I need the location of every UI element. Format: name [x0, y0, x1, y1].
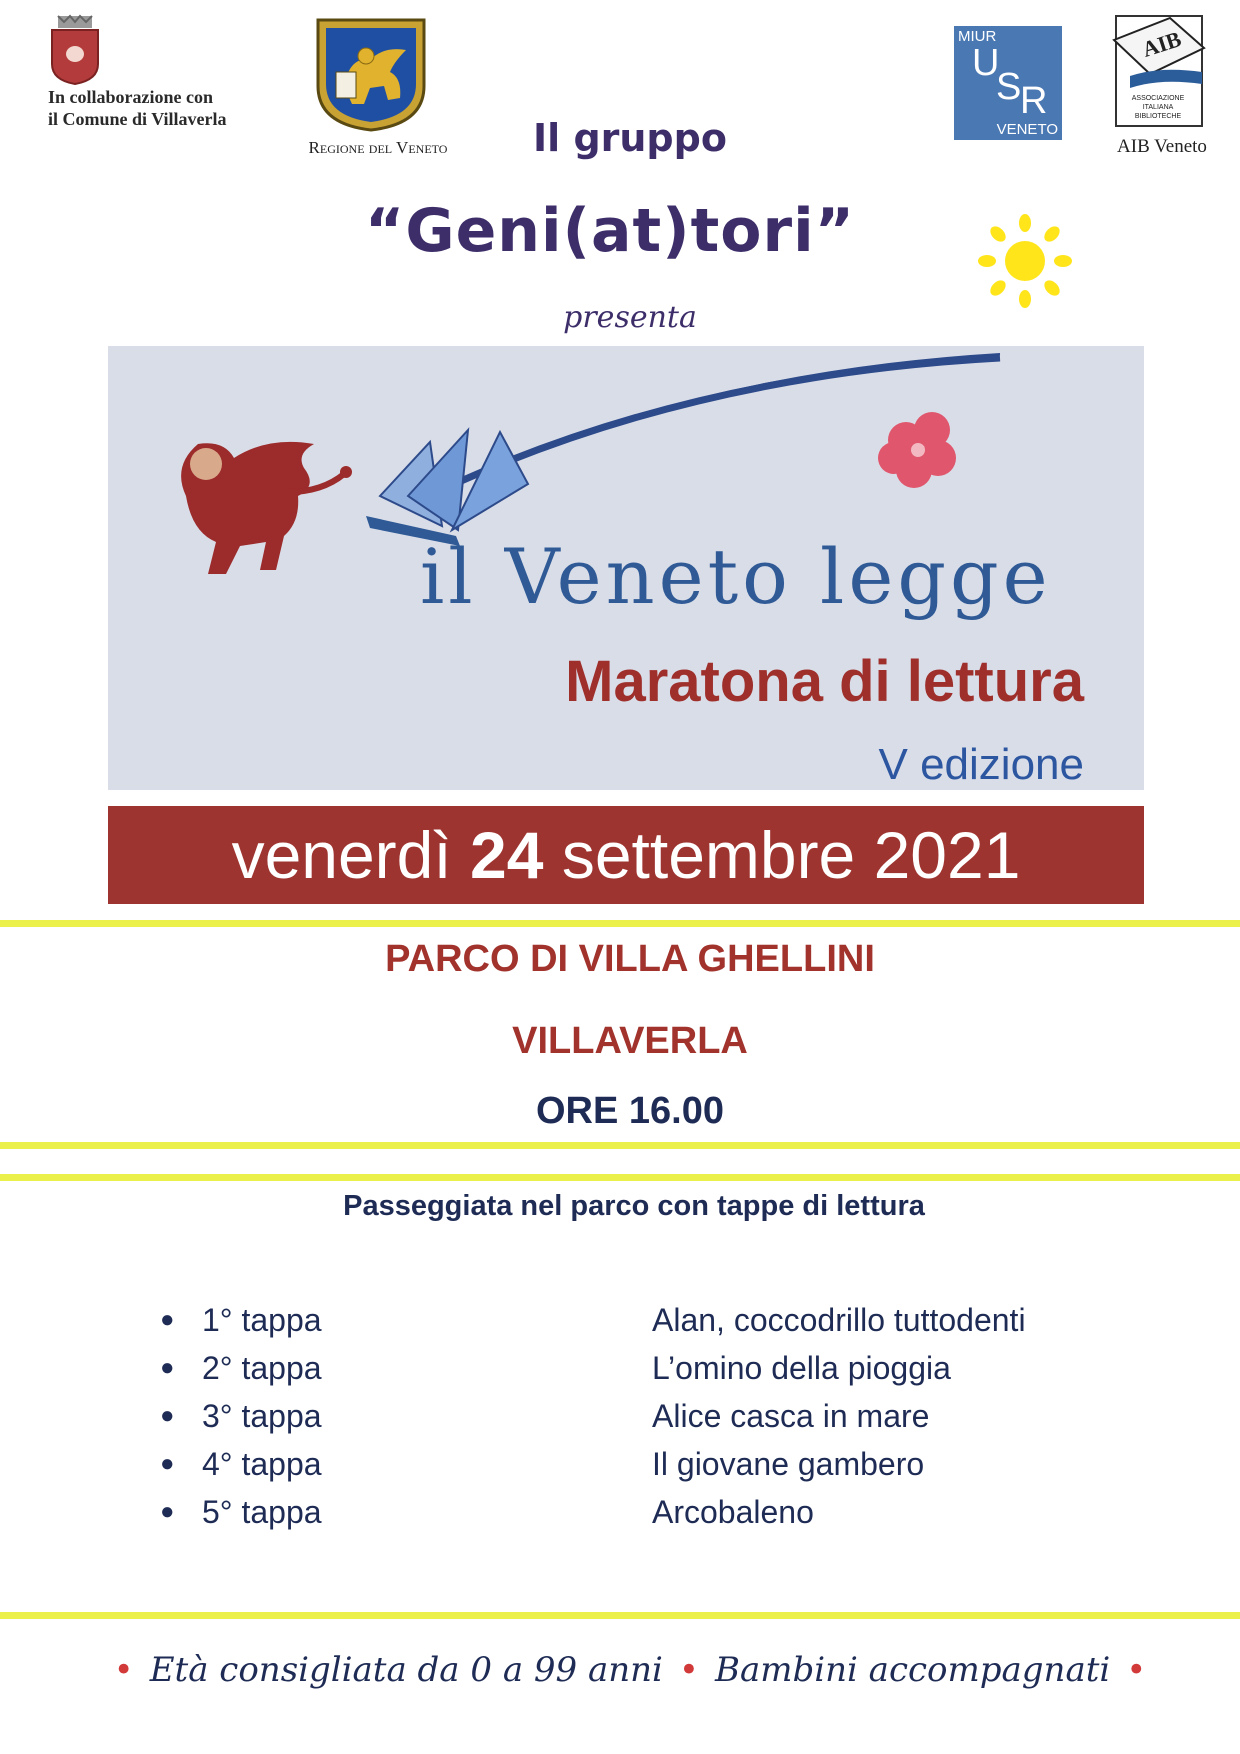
- event-title: Maratona di lettura: [565, 649, 1084, 714]
- bullet-icon: ●: [160, 1450, 175, 1477]
- accompanied-note: Bambini accompagnati: [714, 1650, 1111, 1690]
- bullet-icon: ●: [160, 1498, 175, 1525]
- aib-caption: AIB Veneto: [1117, 136, 1207, 157]
- venue-town: VILLAVERLA: [512, 1020, 748, 1062]
- date-weekday: venerdì: [231, 818, 452, 892]
- flower-icon: [878, 412, 956, 488]
- svg-text:AIB: AIB: [1139, 26, 1185, 62]
- winged-lion-icon: [181, 442, 352, 574]
- regione-veneto-lion-icon: [314, 16, 428, 132]
- usr-veneto-logo: [954, 26, 1062, 140]
- yellow-divider: [0, 1612, 1240, 1619]
- stage-title: L’omino della pioggia: [652, 1349, 951, 1386]
- usr-logo-bottom-text: VENETO: [996, 121, 1058, 138]
- event-time: ORE 16.00: [536, 1090, 724, 1132]
- stage-number: 2° tappa: [202, 1349, 322, 1386]
- yellow-divider: [0, 1174, 1240, 1181]
- footer-note: [90, 1650, 1170, 1690]
- stage-title: Arcobaleno: [652, 1493, 814, 1530]
- bullet-icon: •: [1126, 1650, 1147, 1690]
- date-month-year: settembre 2021: [561, 818, 1021, 892]
- book-icon: [366, 430, 528, 546]
- program-heading: Passeggiata nel parco con tappe di lettura: [343, 1190, 925, 1222]
- stage-number: 3° tappa: [202, 1397, 322, 1434]
- yellow-divider: [0, 920, 1240, 927]
- list-item: [160, 1488, 1100, 1536]
- collaboration-text: In collaborazione con il Comune di Villaverla: [48, 87, 227, 129]
- list-item: [160, 1344, 1100, 1392]
- usr-logo-letter-u: U: [972, 42, 1000, 84]
- stage-number: 4° tappa: [202, 1445, 322, 1482]
- stage-title: Alice casca in mare: [652, 1397, 930, 1434]
- svg-text:ASSOCIAZIONE: ASSOCIAZIONE: [1131, 95, 1185, 102]
- stage-title: Il giovane gambero: [652, 1445, 925, 1482]
- date-day: 24: [470, 818, 544, 892]
- presenta-text: presenta: [563, 300, 697, 335]
- aib-logo-icon: [1110, 14, 1206, 130]
- group-label: Il gruppo: [533, 116, 727, 160]
- svg-text:ITALIANA: ITALIANA: [1142, 104, 1174, 111]
- bullet-icon: ●: [160, 1354, 175, 1381]
- sun-icon: [978, 214, 1072, 308]
- bullet-icon: ●: [160, 1306, 175, 1333]
- age-recommendation: Età consigliata da 0 a 99 anni: [149, 1650, 663, 1690]
- list-item: [160, 1392, 1100, 1440]
- group-name: “Geni(at)tori”: [364, 196, 856, 266]
- stage-number: 1° tappa: [202, 1301, 322, 1338]
- bullet-icon: ●: [160, 1402, 175, 1429]
- usr-logo-letter-r: R: [1020, 80, 1048, 122]
- veneto-legge-logo-text: il Veneto legge: [420, 532, 1052, 621]
- stages-list: [160, 1296, 1100, 1536]
- list-item: [160, 1296, 1100, 1344]
- yellow-divider: [0, 1142, 1240, 1149]
- date-bar: [108, 806, 1144, 904]
- usr-logo-top-text: MIUR: [958, 28, 997, 45]
- stage-title: Alan, coccodrillo tuttodenti: [652, 1301, 1026, 1338]
- regione-veneto-label: Regione del Veneto: [308, 138, 448, 157]
- villaverla-crest-icon: [50, 14, 100, 86]
- list-item: [160, 1440, 1100, 1488]
- bullet-icon: •: [113, 1650, 134, 1690]
- edition-label: V edizione: [878, 740, 1084, 789]
- svg-text:BIBLIOTECHE: BIBLIOTECHE: [1134, 113, 1182, 120]
- usr-logo-letter-s: S: [996, 66, 1022, 108]
- stage-number: 5° tappa: [202, 1493, 322, 1530]
- bullet-icon: •: [678, 1650, 699, 1690]
- venue-place: PARCO DI VILLA GHELLINI: [385, 938, 875, 980]
